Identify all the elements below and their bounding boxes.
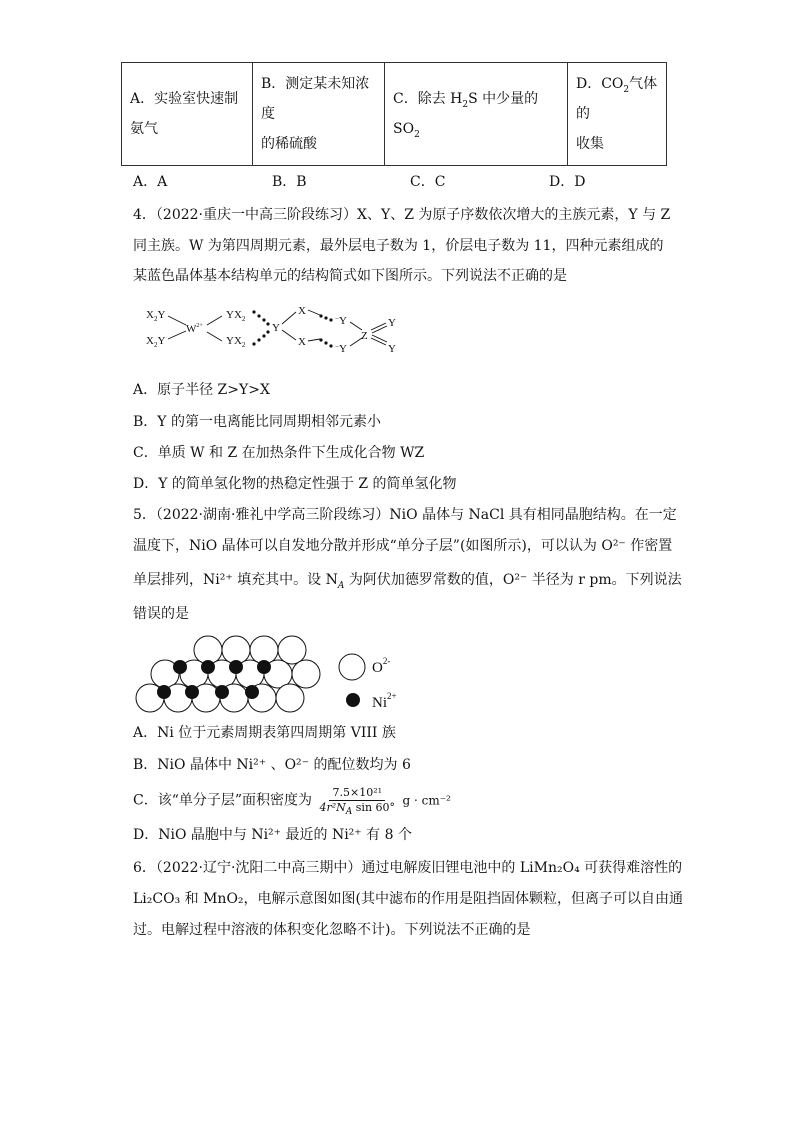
option-c-text: C．除去 $H_2S$ 中少量的 $SO_2$ [393,91,539,140]
label-z: Z [361,330,368,342]
q5-option-b: B．NiO 晶体中 Ni²⁺ 、O²⁻ 的配位数均为 6 [133,757,411,773]
o2-ion-0-0 [194,636,222,664]
q4-option-c: C．单质 W 和 Z 在加热条件下生成化合物 WZ [133,445,425,461]
q3-choice-c: C．C [410,174,446,190]
option-cell-a [122,63,253,166]
ni2-ion-2 [229,660,243,674]
option-cell-b [253,63,385,166]
option-b-line1: B．测定某未知浓度 [261,76,370,122]
legend-o2-circle [339,654,365,680]
q6-stem-line1: 6．（2022·辽宁·沈阳二中高三期中）通过电解废旧锂电池中的 LiMn₂O₄ 可获得难溶性的 [133,860,683,876]
option-d-line1: D．$CO_2$气体的 [576,76,658,122]
q5-option-d: D．NiO 晶胞中与 Ni²⁺ 最近的 Ni²⁺ 有 8 个 [133,827,412,843]
o2-ion-1-5 [292,660,320,688]
label-y-center: Y [272,322,280,334]
q5-stem-line2: 温度下，NiO 晶体可以自发地分散并形成“单分子层”(如图所示)，可以认为 O²⁻ 作密置 [133,538,673,554]
q6-stem-line2: Li₂CO₃ 和 MnO₂，电解示意图如图(其中滤布的作用是阻挡固体颗粒，但离子可以自由通 [133,891,683,907]
density-fraction: $\frac{\text{7.5×10²¹}}{4r^2N_A \sin 60^\circ}$ [319,786,396,818]
ni2-ion-1 [201,660,215,674]
q4-option-d: D．Y 的简单氢化物的热稳定性强于 Z 的简单氢化物 [133,476,457,492]
q5-option-a: A．Ni 位于元素周期表第四周期第 VIII 族 [133,725,396,741]
ni2-ion-5 [185,685,199,699]
q4-stem-line1: 4．（2022·重庆一中高三阶段练习）X、Y、Z 为原子序数依次增大的主族元素，Y 与 Z [133,207,671,223]
q4-stem-line2: 同主族。W 为第四周期元素，最外层电子数为 1，价层电子数为 11，四种元素组成的 [133,238,664,254]
o2-ion-0-3 [278,636,306,664]
q4-option-a: A．原子半径 Z>Y>X [133,382,270,398]
option-a-line2: 氨气 [130,121,158,137]
ni2-ion-7 [245,685,259,699]
label-y-right-bottom: Y [388,343,396,355]
label-yx2-bottom: $YX_2$ [226,335,246,349]
q6-stem-line3: 过。电解过程中溶液的体积变化忽略不计)。下列说法不正确的是 [133,922,531,938]
q5-option-c: C．该“单分子层”面积密度为 $\frac{\text{7.5×10²¹}}{4r^2N_A \sin 60^\circ}$ g · cm⁻² [133,786,451,818]
label-x-top: X [298,305,306,317]
nio-monolayer-diagram [128,632,418,722]
option-cell-c [385,63,568,166]
q5-stem-line4: 错误的是 [133,606,189,622]
label-y-right-top: Y [388,317,396,329]
legend-o2-label: $O^{2-}$ [372,656,391,676]
label-y-minus-bottom: −Y [335,343,347,355]
q3-choice-d: D．D [549,174,586,190]
options-table [121,62,667,166]
ni2-ion-0 [173,660,187,674]
ni2-ion-6 [215,685,229,699]
label-x2y-bottom: $X_2Y$ [146,335,166,349]
label-x-bottom: X [298,336,306,348]
label-yx2-top: $YX_2$ [226,309,246,323]
q3-choice-b: B．B [272,174,307,190]
h-bond-dots [252,310,332,347]
q4-stem-line3: 某蓝色晶体基本结构单元的结构简式如下图所示。下列说法不正确的是 [133,268,567,284]
legend-ni2-dot [346,693,360,707]
o2-ion-2-5 [276,684,304,712]
option-b-line2: 的稀硫酸 [261,136,317,152]
o2-ion-0-1 [222,636,250,664]
option-a-line1: A．实验室快速制 [130,91,239,107]
q4-structure-diagram [140,296,420,366]
label-x2y-top: $X_2Y$ [146,309,166,323]
q4-option-b: B．Y 的第一电离能比同周期相邻元素小 [133,414,381,430]
label-w: $W^{2+}$ [186,323,203,335]
ni2-ion-4 [157,685,171,699]
q3-choice-a: A．A [133,174,168,190]
legend-ni2-label: $Ni^{2+}$ [372,691,397,711]
q5-stem-line3: 单层排列，Ni²⁺ 填充其中。设 $N_A$ 为阿伏加德罗常数的值，O²⁻ 半径为 r pm。下列说法 [133,572,682,591]
option-d-line2: 收集 [576,136,604,152]
q5-stem-line1: 5．（2022·湖南·雅礼中学高三阶段练习）NiO 晶体与 NaCl 具有相同晶胞结构。在一定 [133,507,677,523]
o2-ion-0-2 [250,636,278,664]
label-y-minus-top: −Y [335,315,347,327]
ni2-ion-3 [257,660,271,674]
option-cell-d [568,63,667,166]
o2-ion-circles [136,636,320,712]
